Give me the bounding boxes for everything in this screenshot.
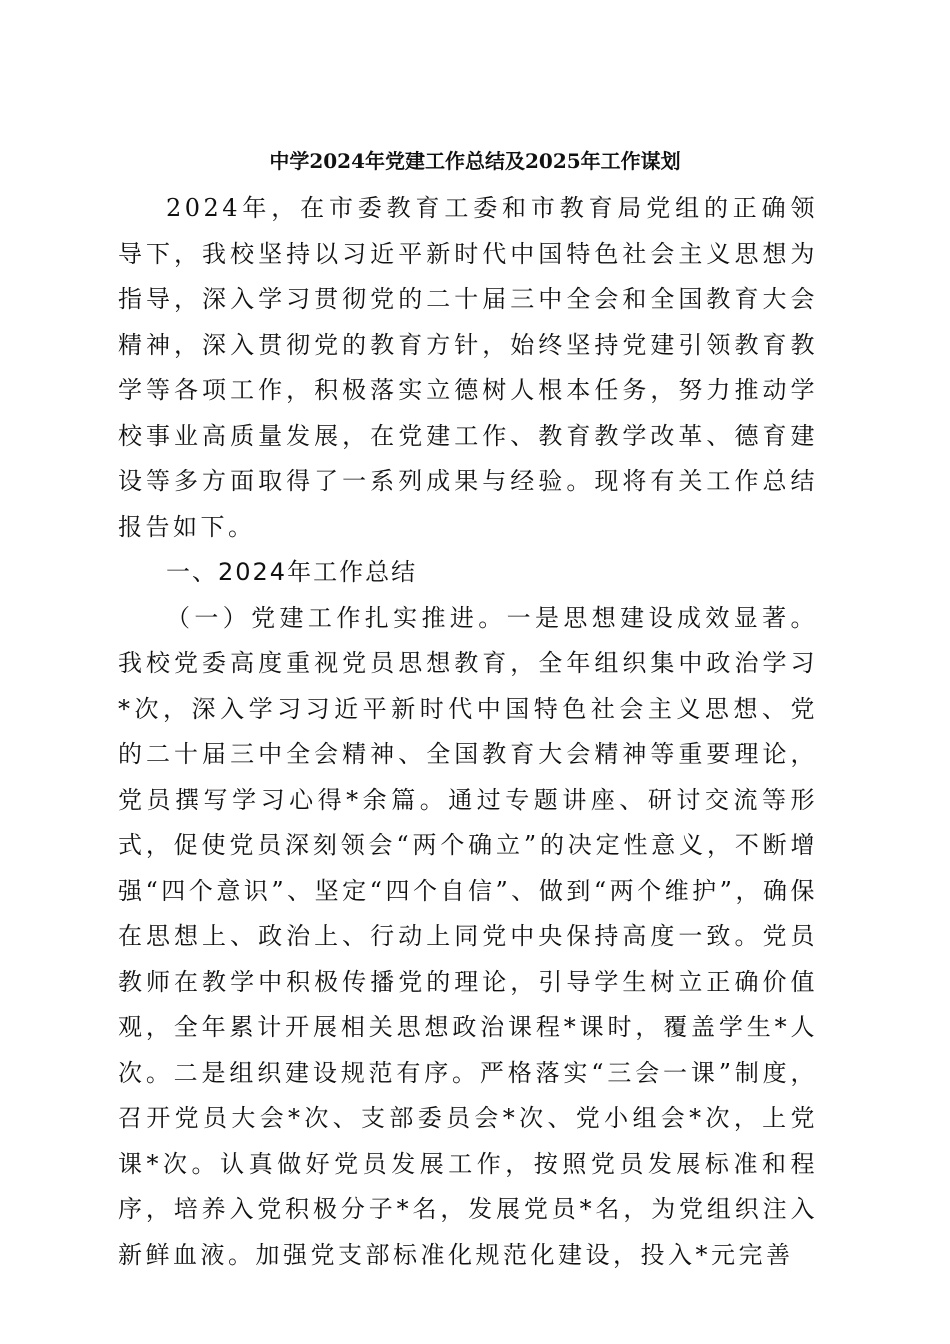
document-title: 中学2024年党建工作总结及2025年工作谋划 xyxy=(269,149,681,173)
section-heading: 一、2024年工作总结 xyxy=(166,558,418,586)
document-body xyxy=(118,186,818,1278)
intro-paragraph: 2024年，在市委教育工委和市教育局党组的正确领导下，我校坚持以习近平新时代中国特色社会主义思想为指导，深入学习贯彻党的二十届三中全会和全国教育大会精神，深入贯彻党的教育方针，始终坚持党建引领教育教学等各项工作，积极落实立德树人根本任务，努力推动学校事业高质量发展，在党建工作、教育教学改革、德育建设等多方面取得了一系列成果与经验。现将有关工作总结报告如下。 xyxy=(118,194,818,541)
section-paragraph: （一）党建工作扎实推进。一是思想建设成效显著。我校党委高度重视党员思想教育，全年组织集中政治学习*次，深入学习习近平新时代中国特色社会主义思想、党的二十届三中全会精神、全国教育大会精神等重要理论，党员撰写学习心得*余篇。通过专题讲座、研讨交流等形式，促使党员深刻领会“两个确立”的决定性意义，不断增强“四个意识”、坚定“四个自信”、做到“两个维护”，确保在思想上、政治上、行动上同党中央保持高度一致。党员教师在教学中积极传播党的理论，引导学生树立正确价值观，全年累计开展相关思想政治课程*课时，覆盖学生*人次。二是组织建设规范有序。严格落实“三会一课”制度，召开党员大会*次、支部委员会*次、党小组会*次，上党课*次。认真做好党员发展工作，按照党员发展标准和程序，培养入党积极分子*名，发展党员*名，为党组织注入新鲜血液。加强党支部标准化规范化建设，投入*元完善 xyxy=(118,603,818,1269)
